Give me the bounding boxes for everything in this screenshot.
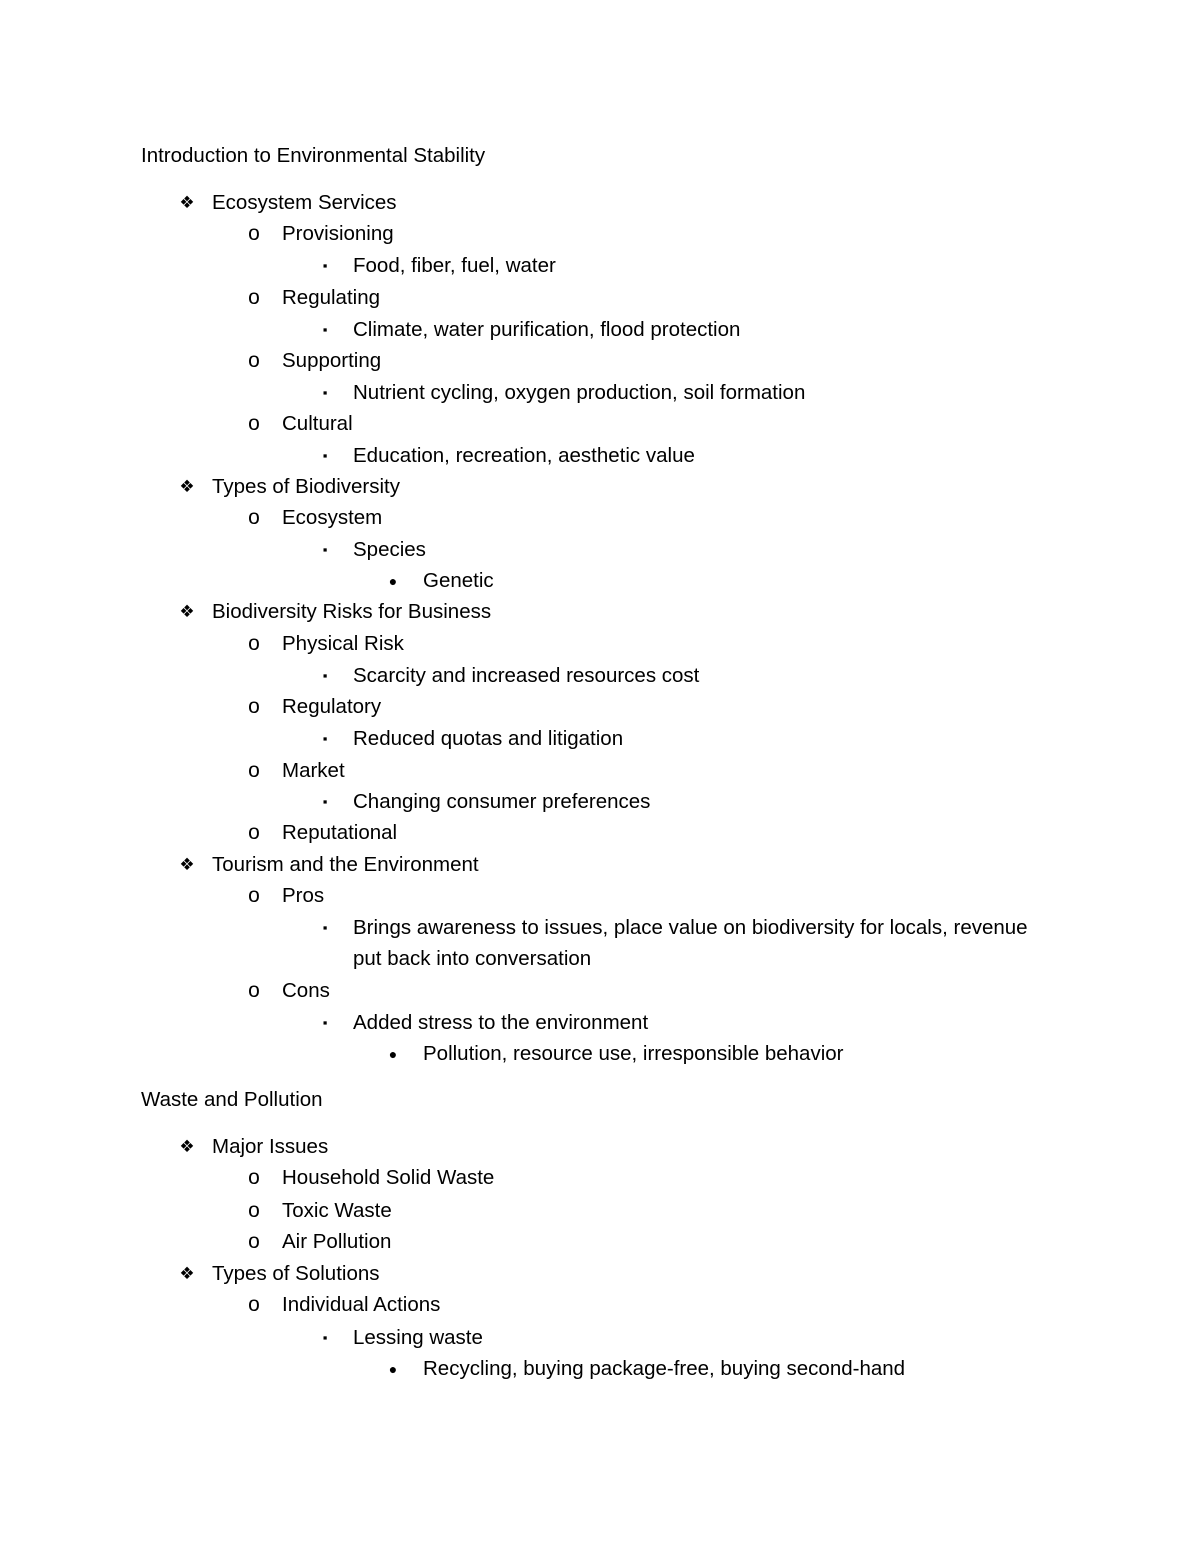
outline-item: Regulatory — [282, 695, 382, 718]
circle-bullet-icon: o — [248, 821, 260, 844]
outline-item: Pros — [282, 884, 325, 907]
circle-bullet-icon: o — [248, 286, 260, 309]
outline-item: Nutrient cycling, oxygen production, soil formation — [353, 381, 806, 404]
outline-item: Household Solid Waste — [282, 1166, 495, 1189]
outline-item: Types of Biodiversity — [212, 475, 400, 498]
outline-item: Recycling, buying package-free, buying second-hand — [423, 1357, 906, 1380]
section-heading: Waste and Pollution — [141, 1088, 323, 1111]
outline-item: Biodiversity Risks for Business — [212, 600, 492, 623]
round-bullet-icon: ● — [388, 573, 398, 589]
outline-item: Education, recreation, aesthetic value — [353, 444, 695, 467]
section-heading: Introduction to Environmental Stability — [141, 144, 486, 167]
outline-item: Provisioning — [282, 222, 394, 245]
circle-bullet-icon: o — [248, 1230, 260, 1253]
circle-bullet-icon: o — [248, 222, 260, 245]
square-bullet-icon: ▪ — [322, 731, 328, 746]
outline-item: Cons — [282, 979, 330, 1002]
outline-item: Types of Solutions — [212, 1262, 380, 1285]
outline-item: Added stress to the environment — [353, 1011, 649, 1034]
square-bullet-icon: ▪ — [322, 322, 328, 337]
circle-bullet-icon: o — [248, 695, 260, 718]
outline-item: Major Issues — [212, 1135, 329, 1158]
circle-bullet-icon: o — [248, 349, 260, 372]
diamond-bullet-icon: ❖ — [179, 855, 195, 874]
circle-bullet-icon: o — [248, 632, 260, 655]
outline-item: Cultural — [282, 412, 353, 435]
circle-bullet-icon: o — [248, 1199, 260, 1222]
square-bullet-icon: ▪ — [322, 1015, 328, 1030]
circle-bullet-icon: o — [248, 412, 260, 435]
outline-item: Species — [353, 538, 426, 561]
diamond-bullet-icon: ❖ — [179, 602, 195, 621]
round-bullet-icon: ● — [388, 1361, 398, 1377]
outline-item: Pollution, resource use, irresponsible behavior — [423, 1042, 844, 1065]
diamond-bullet-icon: ❖ — [179, 1137, 195, 1156]
outline-item: Scarcity and increased resources cost — [353, 664, 700, 687]
outline-item: Physical Risk — [282, 632, 404, 655]
outline-item: Market — [282, 759, 345, 782]
circle-bullet-icon: o — [248, 884, 260, 907]
diamond-bullet-icon: ❖ — [179, 477, 195, 496]
square-bullet-icon: ▪ — [322, 448, 328, 463]
outline-item: Reduced quotas and litigation — [353, 727, 624, 750]
square-bullet-icon: ▪ — [322, 668, 328, 683]
diamond-bullet-icon: ❖ — [179, 193, 195, 212]
outline-item: Ecosystem Services — [212, 191, 397, 214]
outline-item-continuation: put back into conversation — [353, 947, 592, 970]
outline-item: Genetic — [423, 569, 494, 592]
outline-item: Ecosystem — [282, 506, 383, 529]
outline-item: Reputational — [282, 821, 398, 844]
round-bullet-icon: ● — [388, 1046, 398, 1062]
square-bullet-icon: ▪ — [322, 385, 328, 400]
square-bullet-icon: ▪ — [322, 1330, 328, 1345]
outline-item: Food, fiber, fuel, water — [353, 254, 556, 277]
outline-item: Individual Actions — [282, 1293, 441, 1316]
outline-item: Supporting — [282, 349, 382, 372]
diamond-bullet-icon: ❖ — [179, 1264, 195, 1283]
outline-item: Air Pollution — [282, 1230, 392, 1253]
outline-item: Brings awareness to issues, place value on biodiversity for locals, revenue — [353, 916, 1028, 939]
circle-bullet-icon: o — [248, 506, 260, 529]
square-bullet-icon: ▪ — [322, 258, 328, 273]
circle-bullet-icon: o — [248, 759, 260, 782]
outline-item: Regulating — [282, 286, 381, 309]
outline-item: Climate, water purification, flood protection — [353, 318, 741, 341]
circle-bullet-icon: o — [248, 979, 260, 1002]
square-bullet-icon: ▪ — [322, 542, 328, 557]
square-bullet-icon: ▪ — [322, 920, 328, 935]
outline-item: Changing consumer preferences — [353, 790, 651, 813]
outline-item: Tourism and the Environment — [212, 853, 479, 876]
outline-item: Toxic Waste — [282, 1199, 392, 1222]
circle-bullet-icon: o — [248, 1293, 260, 1316]
circle-bullet-icon: o — [248, 1166, 260, 1189]
outline-item: Lessing waste — [353, 1326, 483, 1349]
square-bullet-icon: ▪ — [322, 794, 328, 809]
